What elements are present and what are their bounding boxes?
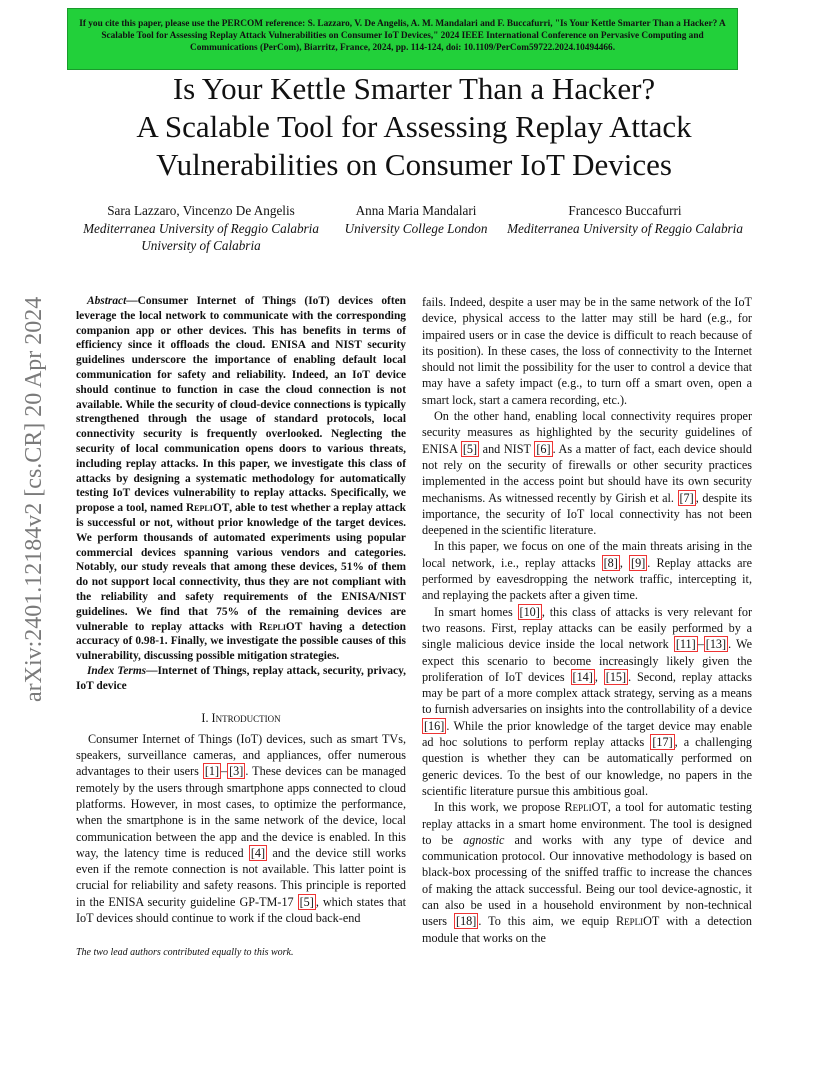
author-names: Sara Lazzaro, Vincenzo De Angelis	[107, 203, 295, 218]
text-run: and NIST	[479, 441, 535, 456]
text-run: ,	[619, 555, 630, 570]
citation-link[interactable]: [8]	[603, 555, 618, 570]
citation-link[interactable]: [4]	[250, 845, 266, 860]
text-run: and works with any type of device and communication protocol. Our innovative methodology is based on black-box processing of the sniffed traffic to increase the chances of making the attack successful. Being our tool device-agnostic, it can also be used in a household environment by non-technical users	[422, 832, 753, 929]
author-affiliation: University College London	[344, 220, 488, 236]
citation-link[interactable]: [1]	[204, 764, 220, 779]
text-run: . Second, replay attacks may be part of a more complex attack strategy, serving as a means to furnish adversaries on insights into the controllability of a device	[422, 669, 753, 717]
index-terms-label: Index Terms	[87, 664, 147, 677]
right-column	[422, 294, 752, 946]
citation-link[interactable]: [14]	[572, 669, 593, 684]
tool-name: RepliOT	[259, 620, 303, 633]
abstract	[76, 294, 406, 664]
title-line-3: Vulnerabilities on Consumer IoT Devices	[156, 147, 672, 182]
text-run: ,	[594, 669, 604, 684]
author-affiliation: Mediterranea University of Reggio Calabria	[507, 220, 743, 236]
index-terms	[76, 664, 406, 694]
author-affiliation: Mediterranea University of Reggio Calabria	[83, 220, 319, 236]
author-block-1	[76, 202, 326, 255]
author-affiliation-extra: University of Calabria	[141, 238, 261, 253]
text-run: Consumer Internet of Things (IoT) devices, such as smart TVs, speakers, surveillance cameras, and appliances, offer numerous advantages to their users	[76, 731, 406, 779]
text-run: –	[697, 637, 704, 652]
citation-link[interactable]: [11]	[675, 637, 696, 652]
tool-name: RepliOT	[564, 800, 608, 815]
text-run: . While the prior knowledge of the target device may enable ad hoc solutions to perform replay attacks	[422, 718, 752, 750]
text-run: and the device still works even if the remote connection is not available. This latter point is crucial for reliability and safety reasons. This principle is reported in the ENISA security guideline GP-TM-17	[76, 845, 406, 909]
tool-name: RepliOT	[615, 914, 660, 929]
citation-link[interactable]: [5]	[462, 441, 478, 456]
author-block-3	[500, 202, 750, 237]
text-run: . Replay attacks are performed by eavesdropping the network traffic, intercepting it, and replaying the packets after a given time.	[422, 555, 752, 603]
text-run: In this work, we propose	[434, 800, 565, 815]
paragraph	[422, 799, 752, 946]
abstract-text-a: —Consumer Internet of Things (IoT) devices often leverage the local network to communicate with the corresponding companion app or other devices. This has benefits in terms of efficiency since it offloads the cloud. ENISA and NIST security guidelines underscore the importance of enabling default local communication for safety and reliability. Indeed, an IoT device should continue to function in case the cloud connection is not available. While the security of cloud-device connections is typically strengthened through the usage of standard protocols, local connectivity security is frequently overlooked. Neglecting the security of local communication opens doors to various threats, including replay attacks. In this paper, we investigate this class of attacks by designing a systematic methodology for automatically testing IoT devices vulnerability to replay attacks. Specifically, we propose a tool, named	[76, 295, 406, 515]
author-names: Francesco Buccafurri	[568, 203, 682, 218]
text-run: , a challenging question is whether they can be automatically performed on generic devices. To the best of our knowledge, no papers in the scientific literature pursue this ambitious goal.	[422, 735, 753, 798]
paragraph	[422, 408, 752, 538]
text-run: , this class of attacks is very relevant for two reasons. First, replay attacks can be easily performed by a single malicious device inside the local network	[422, 604, 753, 652]
paragraph	[422, 604, 752, 800]
paper-title	[60, 70, 768, 184]
section-number: I.	[201, 710, 212, 725]
paragraph	[422, 538, 752, 603]
text-run: On the other hand, enabling local connectivity requires proper security measures as highlighted by the security guidelines of ENISA	[422, 409, 752, 456]
text-run: In smart homes	[434, 604, 518, 619]
text-run: . These devices can be managed remotely by the users through smartphone apps connected to cloud platforms. However, in most cases, to optimize the performance, when the smartphone is in the same network of the device, local communication between the app and the device is enabled. In this way, the latency time is reduced	[76, 764, 406, 860]
abstract-label: Abstract	[87, 295, 127, 307]
text-run: In this paper, we focus on one of the main threats arising in the local network, i.e., replay attacks	[422, 539, 752, 570]
citation-link[interactable]: [7]	[679, 490, 694, 505]
arxiv-sidebar-id: arXiv:2401.12184v2 [cs.CR] 20 Apr 2024	[21, 296, 47, 702]
text-run: . To this aim, we equip	[478, 914, 616, 929]
title-line-2: A Scalable Tool for Assessing Replay Attack	[136, 109, 692, 144]
paragraph: fails. Indeed, despite a user may be in the same network of the IoT device, physical access to the latter may still be hard (e.g., for impaired users or in case the device is difficult to reach because of its position). In these cases, the loss of connectivity to the Internet should not limit the possibility for the user to control a device that may have a safety impact (e.g., to turn off a smart oven, open a smart lock, start a camera recording, etc.).	[422, 295, 752, 407]
citation-link[interactable]: [6]	[536, 441, 551, 456]
abstract-text-c: having a detection accuracy of 0.98-1. Finally, we investigate the possible causes of this vulnerability, discussing possible mitigation strategies.	[76, 620, 407, 663]
author-block-2	[336, 202, 496, 237]
citation-link[interactable]: [17]	[652, 735, 673, 750]
text-run: . As a matter of fact, each device should not rely on the security of firewalls or other security practices implemented in the access point but should have its own security mechanisms. As witnessed recently by Girish et al.	[422, 441, 752, 505]
text-run: with a detection module that works on the	[422, 914, 752, 945]
citation-link[interactable]: [10]	[519, 604, 540, 619]
citation-text: If you cite this paper, please use the PERCOM reference: S. Lazzaro, V. De Angelis, A. M. Mandalari and F. Buccafurri, "Is Your Kettle Smarter Than a Hacker? A Scalable Tool for Assessing Replay Attack Vulnerabilities on Consumer IoT Devices," 2024 IEEE International Conference on Pervasive Computing and Communications (PerCom), Biarritz, France, 2024, pp. 114-124, doi: 10.1109/PerCom59722.2024.10494466.	[79, 19, 726, 54]
citation-banner	[67, 8, 738, 70]
tool-name: RepliOT	[185, 502, 230, 515]
citation-link[interactable]: [18]	[456, 914, 477, 929]
text-run: , which states that IoT devices should continue to work if the cloud back-end	[76, 894, 406, 926]
section-title: Introduction	[211, 710, 281, 725]
citation-link[interactable]: [3]	[229, 764, 244, 779]
citation-link[interactable]: [9]	[631, 555, 646, 570]
title-line-1: Is Your Kettle Smarter Than a Hacker?	[172, 71, 656, 106]
footnote: The two lead authors contributed equally to this work.	[76, 947, 294, 958]
citation-link[interactable]: [15]	[605, 669, 627, 684]
citation-link[interactable]: [16]	[424, 718, 445, 733]
text-run: , a tool for automatic testing replay attacks in a smart home environment. The tool is designed to be	[422, 800, 752, 847]
left-column	[76, 294, 406, 926]
index-terms-text: —Internet of Things, replay attack, security, privacy, IoT device	[76, 664, 406, 692]
text-run: –	[221, 764, 228, 779]
abstract-text-b: , able to test whether a replay attack is successful or not, without prior knowledge of the target devices. We perform thousands of automated experiments using popular commercial devices spanning various vendors and categories. Notably, our study reveals that among these devices, 51% of them do not support local connectivity, thus they are not compliant with the reliability and safety requirements of the ENISA/NIST guidelines. We find that 75% of the remaining devices are vulnerable to replay attacks with	[76, 502, 406, 633]
author-names: Anna Maria Mandalari	[355, 203, 477, 218]
section-heading	[76, 710, 406, 726]
paragraph	[76, 731, 406, 927]
emphasis: agnostic	[463, 832, 505, 847]
intro-body	[76, 731, 406, 927]
citation-link[interactable]: [5]	[299, 894, 314, 909]
text-run: . We expect this scenario to become increasingly likely given the proliferation of IoT devices	[422, 637, 752, 684]
text-run: , despite its importance, the security of IoT local connectivity has not been deepened in the scientific literature.	[422, 490, 752, 538]
citation-link[interactable]: [13]	[705, 637, 727, 652]
